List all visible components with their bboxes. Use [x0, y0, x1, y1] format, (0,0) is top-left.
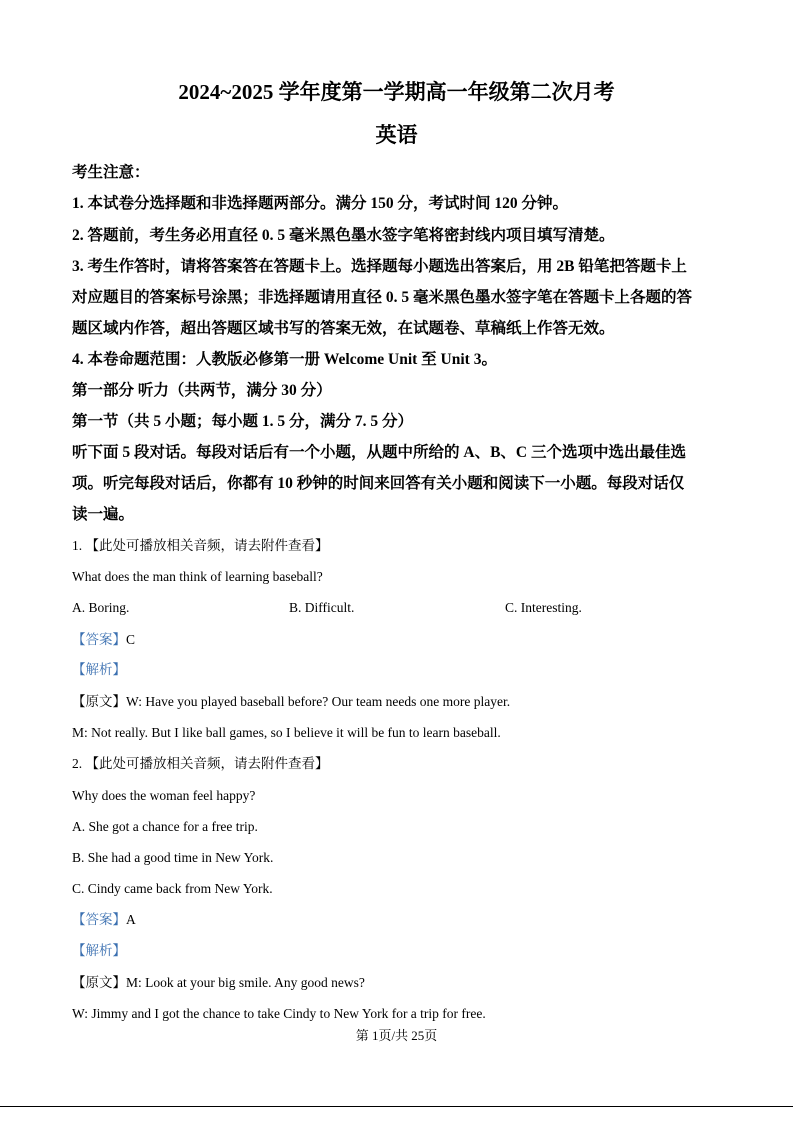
notice-line-1: 1. 本试卷分选择题和非选择题两部分。满分 150 分，考试时间 120 分钟。 [72, 195, 569, 212]
instructions-line-2: 项。听完每段对话后，你都有 10 秒钟的时间来回答有关小题和阅读下一小题。每段对话仅 [72, 475, 685, 492]
q1-option-c: C. Interesting. [505, 600, 582, 615]
q1-transcript-line-2: M: Not really. But I like ball games, so I believe it will be fun to learn baseball. [72, 725, 501, 740]
q2-answer-row [72, 911, 136, 929]
q1-answer-value: C [126, 632, 136, 647]
q2-question: Why does the woman feel happy? [72, 788, 256, 803]
q1-option-a: A. Boring. [72, 600, 130, 615]
page-bottom-rule [0, 1106, 793, 1107]
q2-answer-value: A [126, 912, 136, 927]
q2-transcript-label: 【原文】 [72, 975, 126, 990]
q2-audio-note: 2. 【此处可播放相关音频，请去附件查看】 [72, 756, 329, 771]
section-part: 第一部分 听力（共两节，满分 30 分） [72, 382, 332, 399]
q2-answer-label: 【答案】 [72, 912, 126, 927]
notice-line-4: 对应题目的答案标号涂黑；非选择题请用直径 0. 5 毫米黑色墨水签字笔在答题卡上各题的答 [72, 289, 693, 306]
instructions-line-1: 听下面 5 段对话。每段对话后有一个小题，从题中所给的 A、B、C 三个选项中选出最佳选 [72, 444, 686, 461]
q1-analysis-label: 【解析】 [72, 662, 126, 677]
q1-answer-row [72, 631, 135, 649]
q1-option-b: B. Difficult. [289, 600, 355, 615]
q2-transcript-line-1 [72, 974, 365, 992]
q1-transcript-text-1: W: Have you played baseball before? Our team needs one more player. [126, 694, 511, 709]
notice-line-5: 题区域内作答，超出答题区域书写的答案无效，在试题卷、草稿纸上作答无效。 [72, 320, 615, 337]
notice-line-2: 2. 答题前，考生务必用直径 0. 5 毫米黑色墨水签字笔将密封线内项目填写清楚。 [72, 227, 615, 244]
notice-heading: 考生注意： [72, 164, 150, 181]
q2-option-b: B. She had a good time in New York. [72, 850, 274, 865]
instructions-line-3: 读一遍。 [72, 506, 135, 523]
q2-option-c: C. Cindy came back from New York. [72, 881, 273, 896]
page-footer: 第 1页/共 25页 [355, 1028, 438, 1043]
section-subsection: 第一节（共 5 小题；每小题 1. 5 分，满分 7. 5 分） [72, 413, 414, 430]
q1-transcript-label: 【原文】 [72, 694, 126, 709]
q2-transcript-text-1: M: Look at your big smile. Any good news? [126, 975, 365, 990]
exam-title: 2024~2025 学年度第一学期高一年级第二次月考 [178, 80, 615, 104]
q1-transcript-line-1 [72, 693, 510, 711]
q2-analysis-label: 【解析】 [72, 943, 126, 958]
q1-answer-label: 【答案】 [72, 632, 126, 647]
notice-line-6: 4. 本卷命题范围：人教版必修第一册 Welcome Unit 至 Unit 3。 [72, 351, 497, 368]
q1-question: What does the man think of learning baseball? [72, 569, 323, 584]
q2-transcript-line-2: W: Jimmy and I got the chance to take Cindy to New York for a trip for free. [72, 1006, 486, 1021]
notice-line-3: 3. 考生作答时，请将答案答在答题卡上。选择题每小题选出答案后，用 2B 铅笔把答题卡上 [72, 258, 687, 275]
q2-option-a: A. She got a chance for a free trip. [72, 819, 258, 834]
subject-title: 英语 [375, 123, 418, 147]
q1-audio-note: 1. 【此处可播放相关音频，请去附件查看】 [72, 538, 329, 553]
